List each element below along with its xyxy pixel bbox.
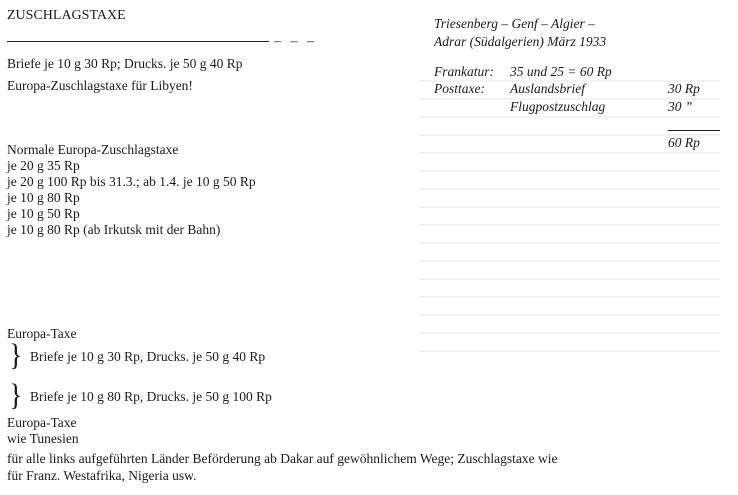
normal-title: Normale Europa-Zuschlagstaxe [7, 142, 179, 157]
brace-icon: } [9, 338, 23, 373]
route-heading-2: Adrar (Südalgerien) März 1933 [434, 34, 607, 49]
title-dashes: – – – [274, 34, 317, 49]
route-heading-1: Triesenberg – Genf – Algier – [434, 16, 595, 31]
frankatur-value: 35 und 25 = 60 Rp [510, 64, 612, 79]
normal-line: je 10 g 80 Rp (ab Irkutsk mit der Bahn) [7, 222, 221, 237]
sum-rule [668, 130, 720, 131]
posttaxe-item-2: Flugpostzuschlag [510, 99, 606, 114]
brace-line-1: Briefe je 10 g 30 Rp, Drucks. je 50 g 40 Rp [30, 349, 266, 364]
posttaxe-label: Posttaxe: [434, 81, 485, 96]
footer-line-1: für alle links aufgeführten Länder Beförderung ab Dakar auf gewöhnlichem Wege; Zuschlagstaxe wie [7, 451, 558, 466]
normal-line: je 10 g 80 Rp [7, 190, 80, 205]
brace-icon: } [9, 378, 23, 413]
title-rule [7, 41, 269, 42]
posttaxe-item-1: Auslandsbrief [510, 81, 586, 96]
posttaxe-value-1: 30 Rp [668, 81, 700, 96]
posttaxe-total: 60 Rp [668, 135, 700, 150]
tunesien-note: wie Tunesien [7, 431, 79, 446]
normal-line: je 10 g 50 Rp [7, 206, 80, 221]
posttaxe-value-2: 30 ” [668, 99, 693, 114]
libya-note: Europa-Zuschlagstaxe für Libyen! [7, 78, 193, 93]
europa-taxe-2: Europa-Taxe [7, 415, 77, 430]
europa-taxe-1: Europa-Taxe [7, 326, 77, 341]
footer-line-2: für Franz. Westafrika, Nigeria usw. [7, 468, 197, 483]
brace-line-2: Briefe je 10 g 80 Rp, Drucks. je 50 g 100 Rp [30, 389, 272, 404]
normal-line: je 20 g 35 Rp [7, 158, 80, 173]
section-title: ZUSCHLAGSTAXE [7, 8, 126, 23]
rate-line-1: Briefe je 10 g 30 Rp; Drucks. je 50 g 40 Rp [7, 56, 243, 71]
frankatur-label: Frankatur: [434, 64, 494, 79]
normal-line: je 20 g 100 Rp bis 31.3.; ab 1.4. je 10 g 50 Rp [7, 174, 256, 189]
